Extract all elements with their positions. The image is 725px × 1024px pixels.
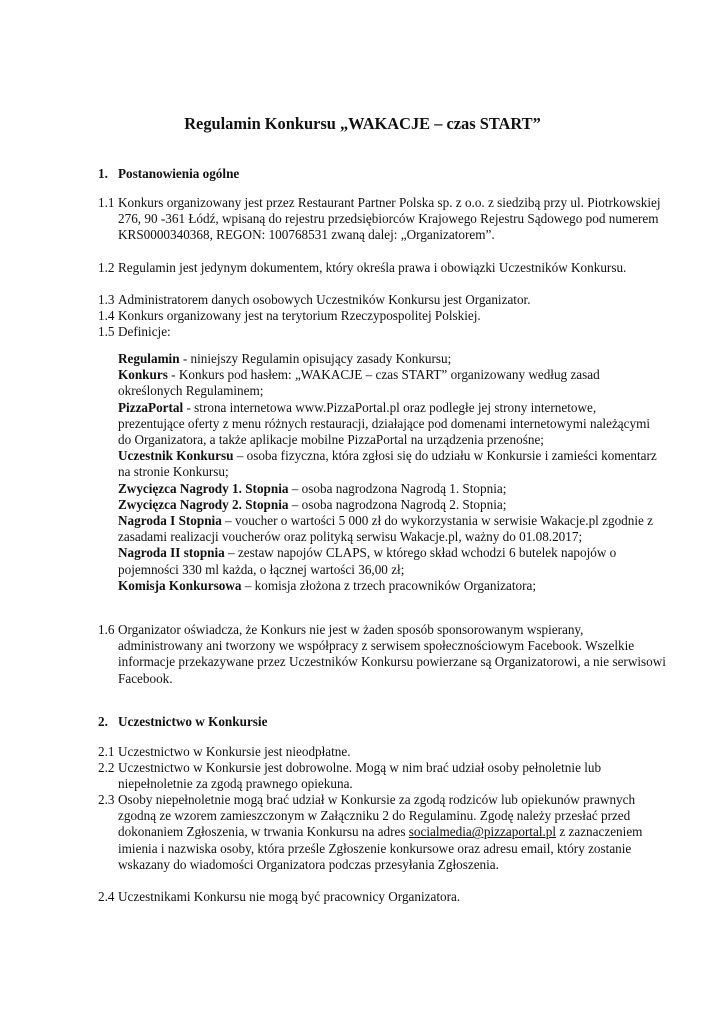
clause-2-3 xyxy=(98,792,668,873)
clause-text: Konkurs organizowany jest przez Restaurant Partner Polska sp. z o.o. z siedzibą przy ul. Piotrkowskiej 276, 90 -361 Łódź, wpisaną do rejestru przedsiębiorców Krajowego Rejestru Sądowego pod numerem KRS0000340368, REGON: 100768531 zwaną dalej: „Organizatorem”. xyxy=(118,195,661,243)
clause-text: Definicje: xyxy=(118,324,171,339)
email-link[interactable]: socialmedia@pizzaportal.pl xyxy=(408,824,557,840)
definition-term: Komisja Konkursowa xyxy=(118,577,242,593)
clause-number: 1.6 xyxy=(98,622,115,637)
definition-item xyxy=(118,448,666,480)
clause-1-5 xyxy=(98,324,668,340)
clause-text-part: Osoby niepełnoletnie mogą brać udział w Konkursie za zgodą rodziców lub opiekunów prawnych zgodną ze wzorem zamieszczonym w Załączniku 2 do Regulaminu. Zgodę należy przesłać przed dokonaniem Zgłoszenia, w trwania Konkursu na adres xyxy=(118,792,636,840)
definition-item xyxy=(118,497,666,513)
clause-number: 1.4 xyxy=(98,308,115,323)
clause-text-part: z zaznaczeniem imienia i nazwiska osoby, która prześle Zgłoszenie konkursowe oraz adresu email, który zostanie wskazany do wiadomości Organizatora podczas przesyłania Zgłoszenia. xyxy=(118,824,643,872)
definitions-list xyxy=(118,351,666,594)
clause-text: Uczestnictwo w Konkursie jest nieodpłatne. xyxy=(118,744,351,759)
clause-number: 2.3 xyxy=(98,792,115,807)
definition-term: Zwycięzca Nagrody 2. Stopnia xyxy=(118,496,289,512)
clause-text: Uczestnictwo w Konkursie jest dobrowolne. Mogą w nim brać udział osoby pełnoletnie lub niepełnoletnie za zgodą prawnego opiekuna. xyxy=(118,760,602,792)
clause-number: 1.1 xyxy=(98,195,115,210)
definition-item xyxy=(118,513,666,545)
definition-item xyxy=(118,400,666,449)
clause-number: 2.1 xyxy=(98,744,115,759)
section-2-title: Uczestnictwo w Konkursie xyxy=(118,714,268,729)
section-1-title: Postanowienia ogólne xyxy=(118,166,240,181)
definition-term: Konkurs xyxy=(118,367,168,383)
definition-desc: – komisja złożona z trzech pracowników Organizatora; xyxy=(241,577,536,593)
definition-desc: – osoba nagrodzona Nagrodą 2. Stopnia; xyxy=(288,496,507,512)
section-1-number: 1. xyxy=(98,166,108,181)
definition-term: Regulamin xyxy=(118,351,180,366)
clause-number: 1.5 xyxy=(98,324,115,339)
definition-item xyxy=(118,367,666,399)
definition-item xyxy=(118,481,666,497)
definition-item xyxy=(118,578,666,594)
clause-text: Uczestnikami Konkursu nie mogą być pracownicy Organizatora. xyxy=(118,889,461,904)
definition-term: Nagroda II stopnia xyxy=(118,545,225,561)
definition-desc: - niniejszy Regulamin opisujący zasady Konkursu; xyxy=(179,351,452,366)
definition-term: Zwycięzca Nagrody 1. Stopnia xyxy=(118,480,289,496)
clause-1-1 xyxy=(98,195,668,244)
section-2-number: 2. xyxy=(98,714,108,729)
clause-2-2 xyxy=(98,760,668,792)
clause-1-2 xyxy=(98,260,668,276)
definition-item xyxy=(118,351,666,367)
clause-text: Organizator oświadcza, że Konkurs nie jest w żaden sposób sponsorowanym wspierany, administrowany ani tworzony we współpracy z serwisem społecznościowym Facebook. Wszelkie informacje przekazywane przez Uczestników Konkursu powierzane są Organizatorowi, a nie serwisowi Facebook. xyxy=(118,622,666,686)
clause-1-3 xyxy=(98,292,668,308)
clause-number: 2.4 xyxy=(98,889,115,904)
clause-number: 2.2 xyxy=(98,760,115,775)
clause-1-6 xyxy=(98,622,668,687)
clause-1-4 xyxy=(98,308,668,324)
definition-desc: - Konkurs pod hasłem: „WAKACJE – czas START” organizowany według zasad określonych Regulaminem; xyxy=(118,367,600,399)
clause-2-1 xyxy=(98,744,668,760)
clause-2-4 xyxy=(98,889,668,905)
clause-number: 1.2 xyxy=(98,260,115,275)
clause-text: Regulamin jest jedynym dokumentem, który określa prawa i obowiązki Uczestników Konkursu. xyxy=(118,260,627,275)
definition-desc: – voucher o wartości 5 000 zł do wykorzystania w serwisie Wakacje.pl zgodnie z zasadami realizacji voucherów oraz polityką serwisu Wakacje.pl, ważny do 01.08.2017; xyxy=(118,513,654,545)
clause-text: Administratorem danych osobowych Uczestników Konkursu jest Organizator. xyxy=(118,292,531,307)
clause-number: 1.3 xyxy=(98,292,115,307)
definition-term: Uczestnik Konkursu xyxy=(118,448,234,464)
document-title: Regulamin Konkursu „WAKACJE – czas START” xyxy=(184,114,541,133)
definition-desc: - strona internetowa www.PizzaPortal.pl oraz podległe jej strony internetowe, prezentujące oferty z menu różnych restauracji, działające pod domenami internetowymi należącymi do Organizatora, a także aplikacje mobilne PizzaPortal na urządzenia przenośne; xyxy=(118,399,651,448)
definition-term: PizzaPortal xyxy=(118,399,184,415)
definition-desc: – osoba nagrodzona Nagrodą 1. Stopnia; xyxy=(288,480,507,496)
section-2-heading xyxy=(98,714,267,730)
clause-text xyxy=(118,792,668,873)
definition-term: Nagroda I Stopnia xyxy=(118,513,222,529)
clause-text: Konkurs organizowany jest na terytorium Rzeczypospolitej Polskiej. xyxy=(118,308,481,323)
section-1-heading xyxy=(98,166,239,182)
definition-desc: – osoba fizyczna, która zgłosi się do udziału w Konkursie i zamieści komentarz na stronie Konkursu; xyxy=(118,448,657,480)
definition-item xyxy=(118,545,666,577)
definition-desc: – zestaw napojów CLAPS, w którego skład wchodzi 6 butelek napojów o pojemności 330 ml każda, o łącznej wartości 36,00 zł; xyxy=(118,545,617,577)
